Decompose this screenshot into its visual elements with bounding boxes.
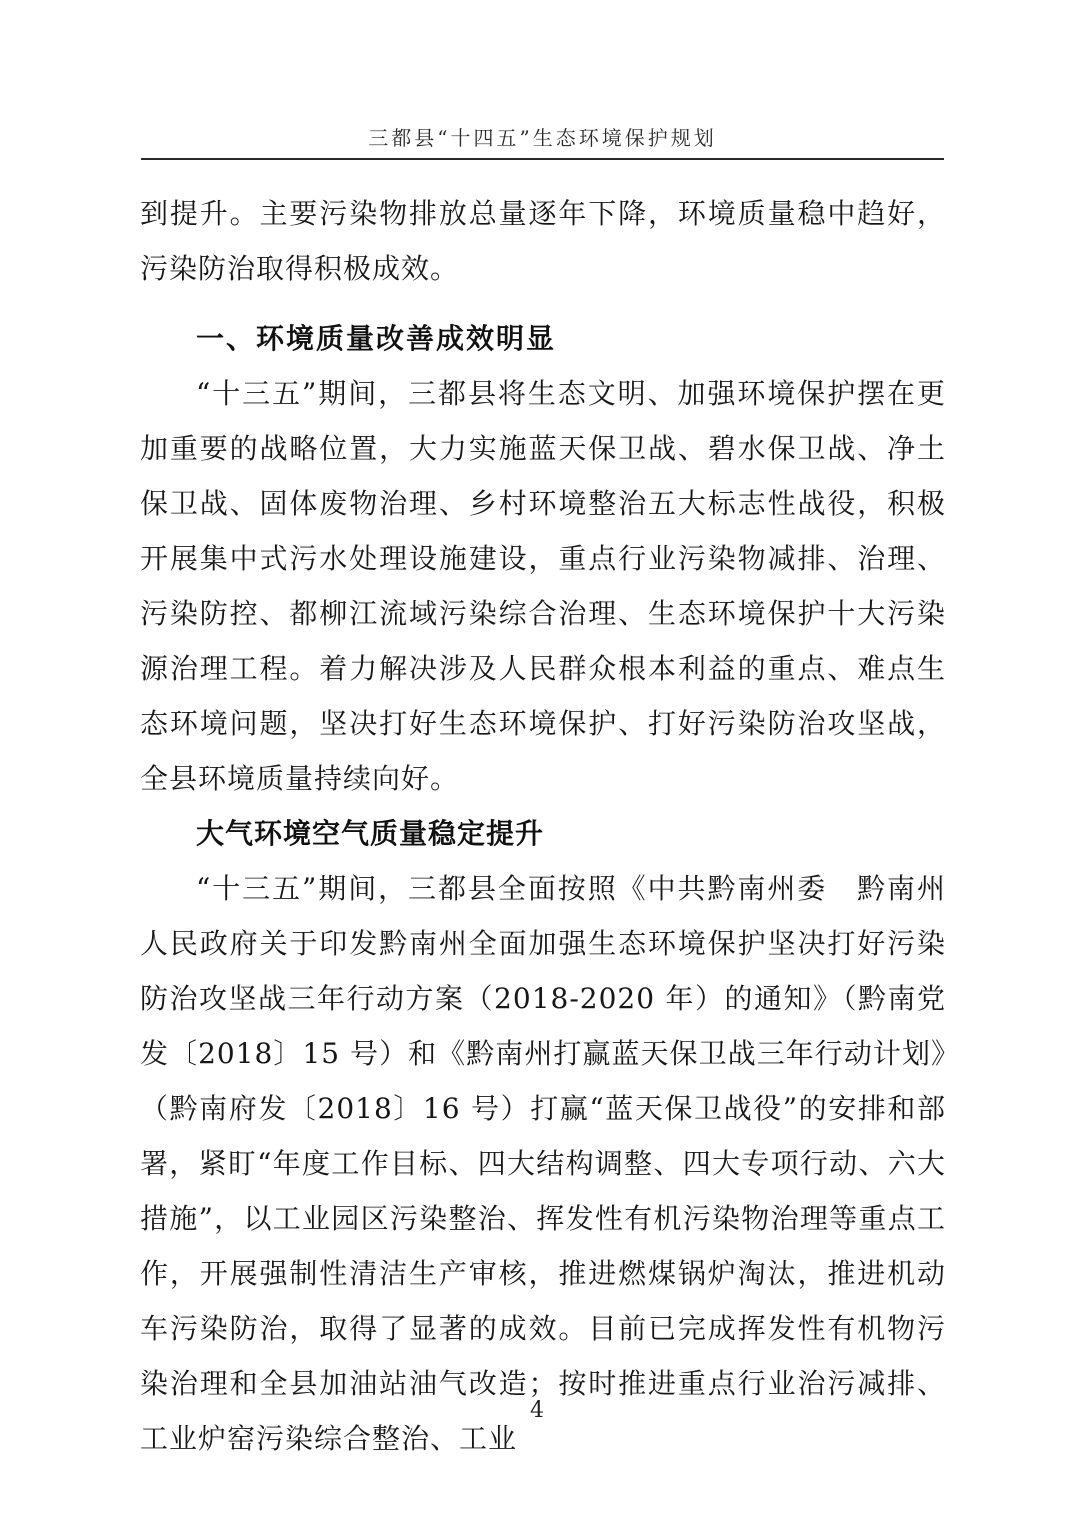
paragraph-body: “十三五”期间，三都县全面按照《中共黔南州委 黔南州人民政府关于印发黔南州全面加强生态环境保护坚决打好污染防治攻坚战三年行动方案（2018-2020 年）的通知》（黔南党发〔2018〕15 号）和《黔南州打赢蓝天保卫战三年行动计划》（黔南府发〔2018〕16 号）打赢“蓝天保卫战役”的安排和部署，紧盯“年度工作目标、四大结构调整、四大专项行动、六大措施”，以工业园区污染整治、挥发性有机污染物治理等重点工作，开展强制性清洁生产审核，推进燃煤锅炉淘汰，推进机动车污染防治，取得了显著的成效。目前已完成挥发性有机物污染治理和全县加油站油气改造；按时推进重点行业治污减排、工业炉窑污染综合整治、工业: [140, 872, 946, 1455]
section-heading: 一、环境质量改善成效明显: [196, 322, 557, 355]
page-number: 4: [530, 1398, 544, 1423]
paragraph-body: “十三五”期间，三都县将生态文明、加强环境保护摆在更加重要的战略位置，大力实施蓝天保卫战、碧水保卫战、净土保卫战、固体废物治理、乡村环境整治五大标志性战役，积极开展集中式污水处理设施建设，重点行业污染物减排、治理、污染防控、都柳江流域污染综合治理、生态环境保护十大污染源治理工程。着力解决涉及人民群众根本利益的重点、难点生态环境问题，坚决打好生态环境保护、打好污染防治攻坚战，全县环境质量持续向好。: [140, 377, 946, 795]
sub-heading: 大气环境空气质量稳定提升: [196, 817, 545, 850]
document-body: [140, 186, 946, 1466]
page-header-title: 三都县“十四五”生态环境保护规划: [141, 122, 944, 160]
paragraph-continuation: 到提升。主要污染物排放总量逐年下降，环境质量稳中趋好，污染防治取得积极成效。: [140, 197, 946, 285]
